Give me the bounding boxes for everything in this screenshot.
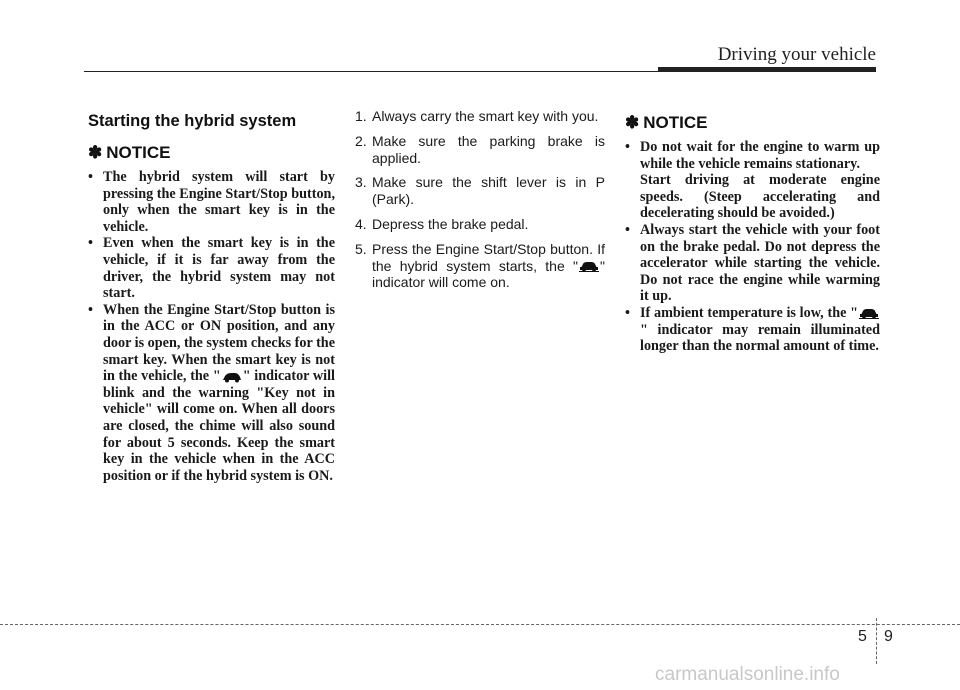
list-item-text: " indicator may remain illuminated longer than the normal amount of time.: [640, 321, 880, 355]
list-item: [88, 169, 335, 235]
list-item-text: Do not wait for the engine to warm up while the vehicle remains stationary.: [640, 139, 880, 172]
notice-icon: ✽: [88, 143, 103, 162]
column-left: [88, 108, 335, 484]
list-item-text: Always start the vehicle with your foot on the brake pedal. Do not depress the accelerator while starting the vehicle. Do not race the engine while warming it up.: [640, 221, 880, 305]
car-ready-icon: [578, 261, 600, 273]
car-ready-icon: [858, 308, 880, 320]
step-text: Make sure the shift lever is in P (Park).: [372, 174, 605, 208]
list-item-subtext: Start driving at moderate engine speeds. (Steep accelerating and decelerating should be avoided.): [640, 172, 880, 222]
notice-label: NOTICE: [106, 143, 171, 162]
list-item-text: When the Engine Start/Stop button is in the ACC or ON position, and any door is open, the system checks for the smart key. When the smart key is not in the vehicle, the ": [103, 301, 335, 385]
watermark: carmanualsonline.info: [655, 664, 840, 685]
step-text: " indicator will come on.: [372, 257, 605, 291]
list-item-text: " indicator will blink and the warning "Key not in vehicle" will come on. When all doors are closed, the chime will also sound for about 5 seconds. Keep the smart key in the vehicle when in the ACC position or if the hybrid system is ON.: [103, 368, 335, 484]
step-text: Make sure the parking brake is applied.: [372, 132, 605, 166]
header-rule-accent: [658, 67, 876, 72]
step-number: 5.: [355, 240, 367, 257]
list-item: [88, 302, 335, 485]
notice-list: [625, 139, 880, 355]
steps-list: [355, 108, 605, 291]
section-title: Starting the hybrid system: [88, 112, 297, 130]
header-title: Driving your vehicle: [717, 44, 876, 65]
column-middle: [355, 108, 605, 299]
notice-list: [88, 169, 335, 484]
page-number: 9: [884, 628, 893, 645]
chapter-number: 5: [858, 628, 867, 645]
step-text: Always carry the smart key with you.: [372, 108, 599, 124]
step-item: [355, 174, 605, 208]
notice-heading: [625, 113, 880, 133]
step-number: 2.: [355, 132, 367, 149]
list-item-text: The hybrid system will start by pressing the Engine Start/Stop button, only when the smart key is in the vehicle.: [103, 169, 335, 235]
list-item: [625, 305, 880, 355]
step-text: Press the Engine Start/Stop button. If the hybrid system starts, the ": [372, 240, 605, 274]
list-item: [625, 222, 880, 305]
list-item: [625, 139, 880, 222]
step-number: 1.: [355, 108, 367, 124]
notice-icon: ✽: [625, 113, 640, 132]
step-item: [355, 108, 605, 125]
list-item: [88, 235, 335, 301]
step-item: [355, 133, 605, 167]
list-item-text: Even when the smart key is in the vehicle, if it is far away from the driver, the hybrid system may not start.: [103, 235, 335, 302]
notice-heading: [88, 143, 335, 163]
step-item: [355, 241, 605, 291]
column-right: [625, 108, 880, 355]
footer-divider: [876, 618, 877, 664]
step-number: 4.: [355, 215, 367, 232]
car-key-icon: [221, 371, 243, 383]
list-item-text: If ambient temperature is low, the ": [640, 304, 858, 321]
step-number: 3.: [355, 174, 367, 191]
step-text: Depress the brake pedal.: [372, 215, 529, 232]
footer-rule: [0, 624, 960, 625]
notice-label: NOTICE: [643, 113, 708, 132]
step-item: [355, 216, 605, 233]
